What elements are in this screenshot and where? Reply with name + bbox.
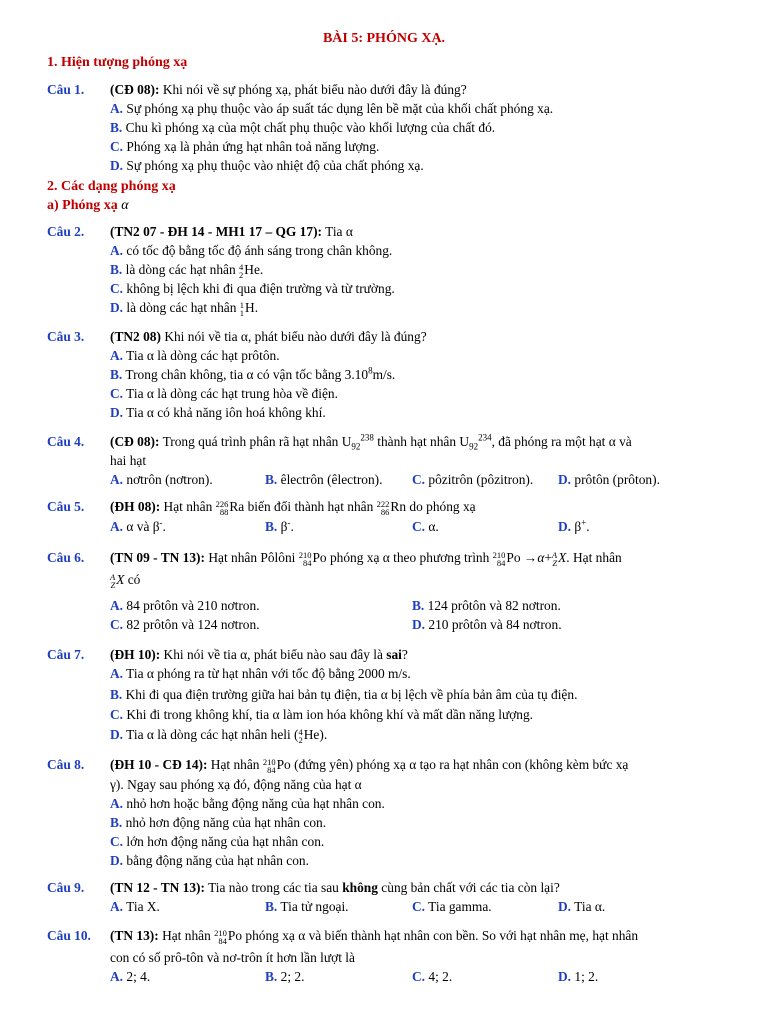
question-stem: (TN2 07 - ĐH 14 - MH1 17 – QG 17): Tia α (110, 224, 353, 239)
isotope-notation: 4 2 (298, 726, 303, 745)
question-number: Câu 10. (47, 928, 91, 943)
option-d: D. β+. (558, 517, 590, 534)
isotope-notation: A Z (551, 549, 558, 568)
isotope-notation: 210 84 (492, 549, 506, 568)
option-c: C. pôzitrôn (pôzitron). (412, 472, 534, 487)
option-b: B. β-. (265, 517, 294, 534)
isotope-notation: 226 88 (215, 498, 229, 517)
question-stem: (ĐH 08): Hạt nhân 226 88 Ra biến đổi thành hạt nhân 222 86 Rn do phóng xạ (110, 498, 476, 517)
option-c: C. không bị lệch khi đi qua điện trường và từ trường. (110, 281, 395, 296)
option-a: A. Tia α phóng ra từ hạt nhân với tốc độ bằng 2000 m/s. (110, 666, 411, 681)
option-a: A. nơtrôn (nơtron). (110, 472, 213, 487)
option-a: A. nhỏ hơn hoặc bằng động năng của hạt nhân con. (110, 796, 385, 811)
isotope-notation: 210 84 (298, 549, 312, 568)
isotope-notation: 4 2 (239, 261, 244, 280)
question-stem-cont: con có số prô-tôn và nơ-trôn ít hơn lần lượt là (110, 950, 355, 965)
option-b: B. 124 prôtôn và 82 nơtron. (412, 598, 561, 613)
option-d: D. là dòng các hạt nhân 1 1 H. (110, 299, 259, 318)
option-b: B. là dòng các hạt nhân 4 2 He. (110, 261, 264, 280)
option-b: B. Tia tử ngoại. (265, 899, 349, 914)
question-number: Câu 4. (47, 434, 85, 449)
option-c: C. Phóng xạ là phản ứng hạt nhân toả năng lượng. (110, 139, 380, 154)
section-heading-2: 2. Các dạng phóng xạ (47, 179, 176, 194)
option-c: C. 4; 2. (412, 969, 453, 984)
question-stem: (CĐ 08): Trong quá trình phân rã hạt nhân $U_{92}^{238}$ thành hạt nhân $U_{92}^{234}$, đã phóng ra một hạt α và (110, 432, 632, 452)
isotope-notation: 210 84 (262, 756, 276, 775)
page-title: BÀI 5: PHÓNG XẠ. (322, 31, 446, 46)
option-b: B. Chu kì phóng xạ của một chất phụ thuộc vào khối lượng của chất đó. (110, 120, 496, 135)
option-d: D. 1; 2. (558, 969, 599, 984)
question-number: Câu 8. (47, 757, 85, 772)
option-d: D. Tia α là dòng các hạt nhân heli ( 4 2 He). (110, 726, 328, 745)
question-stem: (TN2 08) Khi nói về tia α, phát biểu nào dưới đây là đúng? (110, 329, 427, 344)
option-b: B. Khi đi qua điện trường giữa hai bản tụ điện, tia α bị lệch về phía bản âm của tụ điện. (110, 687, 578, 702)
option-c: C. Tia gamma. (412, 899, 492, 914)
question-stem-cont: A Z X có (110, 571, 141, 590)
option-b: B. êlectrôn (êlectron). (265, 472, 383, 487)
option-d: D. Tia α có khả năng iôn hoá không khí. (110, 405, 326, 420)
section-heading-2a: a) Phóng xạ α (47, 198, 129, 213)
option-a: A. 2; 4. (110, 969, 151, 984)
question-stem: (TN 13): Hạt nhân 210 84 Po phóng xạ α và biến thành hạt nhân con bền. So với hạt nhân mẹ, hạt nhân (110, 927, 639, 946)
question-stem-cont: hai hạt (110, 453, 147, 468)
option-c: C. Khi đi trong không khí, tia α làm ion hóa không khí và mất dần năng lượng. (110, 707, 534, 722)
question-stem: (ĐH 10 - CĐ 14): Hạt nhân 210 84 Po (đứng yên) phóng xạ α tạo ra hạt nhân con (không kèm bức xạ (110, 756, 629, 775)
question-number: Câu 7. (47, 647, 85, 662)
section-heading-1: 1. Hiện tượng phóng xạ (47, 55, 188, 70)
option-c: C. lớn hơn động năng của hạt nhân con. (110, 834, 325, 849)
isotope-notation: 1 1 (239, 299, 245, 318)
question-stem-cont: γ). Ngay sau phóng xạ đó, động năng của hạt α (110, 777, 362, 792)
option-c: C. Tia α là dòng các hạt trung hòa về điện. (110, 386, 338, 401)
option-b: B. 2; 2. (265, 969, 305, 984)
option-c: C. 82 prôtôn và 124 nơtron. (110, 617, 260, 632)
question-number: Câu 3. (47, 329, 85, 344)
question-number: Câu 1. (47, 82, 85, 97)
isotope-notation: 222 86 (376, 498, 390, 517)
option-d: D. prôtôn (prôton). (558, 472, 660, 487)
option-a: A. Sự phóng xạ phụ thuộc vào áp suất tác dụng lên bề mặt của khối chất phóng xạ. (110, 101, 554, 116)
option-c: C. α. (412, 519, 439, 534)
option-d: D. Tia α. (558, 899, 606, 914)
option-a: A. có tốc độ bằng tốc độ ánh sáng trong chân không. (110, 243, 393, 258)
option-a: A. α và β-. (110, 517, 166, 534)
isotope-notation: 210 84 (214, 927, 227, 946)
question-number: Câu 9. (47, 880, 85, 895)
option-d: D. bằng động năng của hạt nhân con. (110, 853, 309, 868)
option-d: D. Sự phóng xạ phụ thuộc vào nhiệt độ của chất phóng xạ. (110, 158, 424, 173)
option-b: B. Trong chân không, tia α có vận tốc bằng 3.10$^8$m/s. (110, 365, 396, 382)
question-stem: (CĐ 08): Khi nói về sự phóng xạ, phát biểu nào dưới đây là đúng? (110, 82, 467, 97)
option-b: B. nhỏ hơn động năng của hạt nhân con. (110, 815, 327, 830)
question-stem: (ĐH 10): Khi nói về tia α, phát biểu nào sau đây là sai? (110, 647, 408, 662)
option-a: A. Tia X. (110, 899, 160, 914)
question-number: Câu 6. (47, 550, 85, 565)
question-number: Câu 5. (47, 499, 85, 514)
question-number: Câu 2. (47, 224, 85, 239)
question-stem: (TN 09 - TN 13): Hạt nhân Pôlôni 210 84 Po phóng xạ α theo phương trình 210 84 Po →α+ A Z X. Hạt nhân (110, 549, 622, 568)
option-d: D. 210 prôtôn và 84 nơtron. (412, 617, 562, 632)
option-a: A. 84 prôtôn và 210 nơtron. (110, 598, 260, 613)
question-stem: (TN 12 - TN 13): Tia nào trong các tia sau không cùng bản chất với các tia còn lại? (110, 880, 560, 895)
option-a: A. Tia α là dòng các hạt prôtôn. (110, 348, 280, 363)
